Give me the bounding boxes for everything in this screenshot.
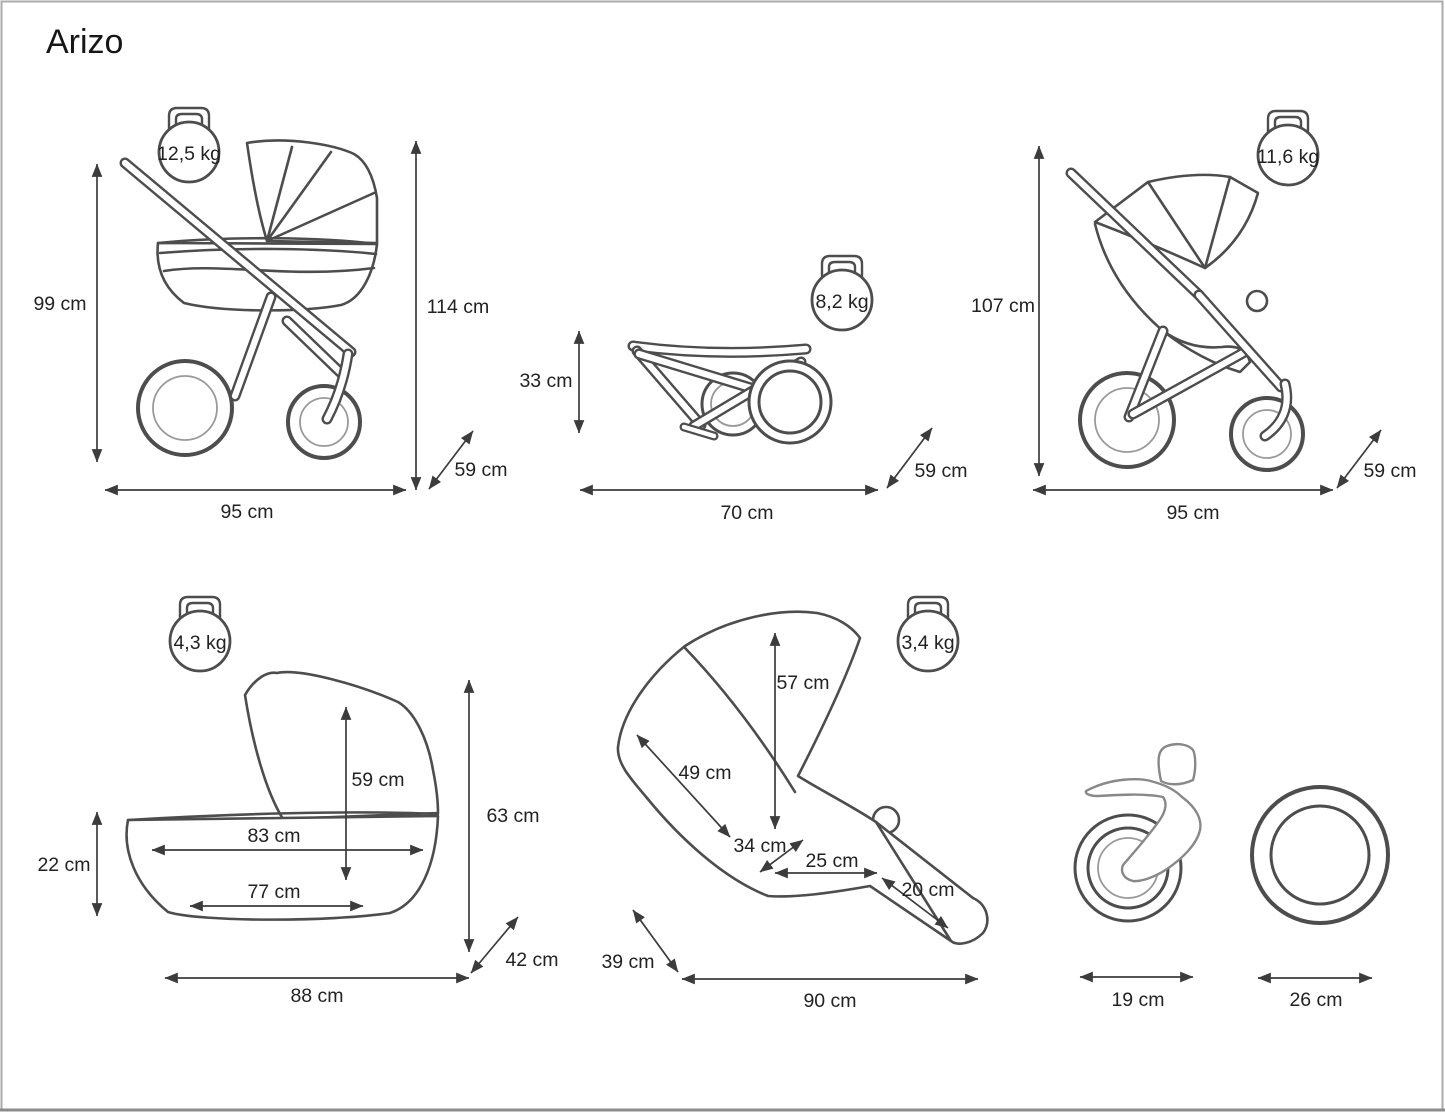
carrycot-upper-length-label: 83 cm — [247, 825, 301, 847]
folded-weight-value: 8,2 kg — [815, 291, 869, 313]
pram-height-label: 99 cm — [33, 293, 87, 315]
rear-wheel-diameter-label: 26 cm — [1289, 989, 1343, 1011]
folded-weight-badge — [812, 256, 872, 330]
carrycot-width-label: 42 cm — [505, 949, 559, 971]
folded-length-label: 70 cm — [720, 502, 774, 524]
folded-width-label: 59 cm — [914, 460, 968, 482]
rear-wheel-rim — [1271, 806, 1369, 904]
page-title: Arizo — [46, 23, 124, 61]
seat-backrest-length-label: 49 cm — [678, 762, 732, 784]
carrycot-figure — [37, 597, 558, 1007]
pram-weight-badge — [157, 108, 221, 182]
page-border — [2, 2, 1443, 1110]
seat-total-length-label: 90 cm — [803, 990, 857, 1012]
rear-strut-fill — [235, 297, 271, 396]
carrycot-hood — [245, 672, 438, 819]
front-wheel-diameter-label: 19 cm — [1111, 989, 1165, 1011]
pram-handle-height-label: 114 cm — [426, 296, 490, 318]
carrycot-lower-length-label: 77 cm — [247, 881, 301, 903]
seat-width-label: 39 cm — [601, 951, 655, 973]
pram-length-label: 95 cm — [220, 501, 274, 523]
pram-width-label: 59 cm — [454, 459, 508, 481]
swivel-cap — [1159, 744, 1196, 784]
pushchair-figure — [971, 111, 1417, 524]
carrycot-inner-height-label: 59 cm — [351, 769, 405, 791]
wheels-figure — [1075, 744, 1388, 1011]
folded-height-label: 33 cm — [519, 370, 573, 392]
recline-knob — [1247, 291, 1267, 311]
carrycot-base-height-label: 22 cm — [37, 854, 91, 876]
seat-weight-value: 3,4 kg — [901, 632, 955, 654]
seat-backrest-height-label: 57 cm — [776, 672, 830, 694]
pushchair-height-label: 107 cm — [971, 295, 1035, 317]
seat-legrest-label: 20 cm — [901, 879, 955, 901]
carrycot-hood — [247, 141, 377, 244]
seat-weight-badge — [898, 597, 958, 671]
front-strut-fill — [287, 321, 341, 373]
carrycot-total-height-label: 63 cm — [486, 805, 540, 827]
carrycot-total-length-label: 88 cm — [290, 985, 344, 1007]
pushchair-weight-badge — [1257, 111, 1320, 185]
seat-height-label: 34 cm — [733, 835, 787, 857]
folded-figure — [519, 256, 967, 524]
carrycot-weight-badge — [170, 597, 230, 671]
folded-rear-wheel-rim — [759, 371, 821, 433]
pushchair-length-label: 95 cm — [1166, 502, 1220, 524]
seat-figure — [601, 597, 987, 1012]
pram-weight-value: 12,5 kg — [157, 143, 221, 165]
carrycot-weight-value: 4,3 kg — [173, 632, 227, 654]
pram-figure — [33, 108, 507, 523]
pushchair-weight-value: 11,6 kg — [1256, 146, 1320, 168]
seat-depth-label: 25 cm — [805, 850, 859, 872]
pushchair-width-label: 59 cm — [1363, 460, 1417, 482]
